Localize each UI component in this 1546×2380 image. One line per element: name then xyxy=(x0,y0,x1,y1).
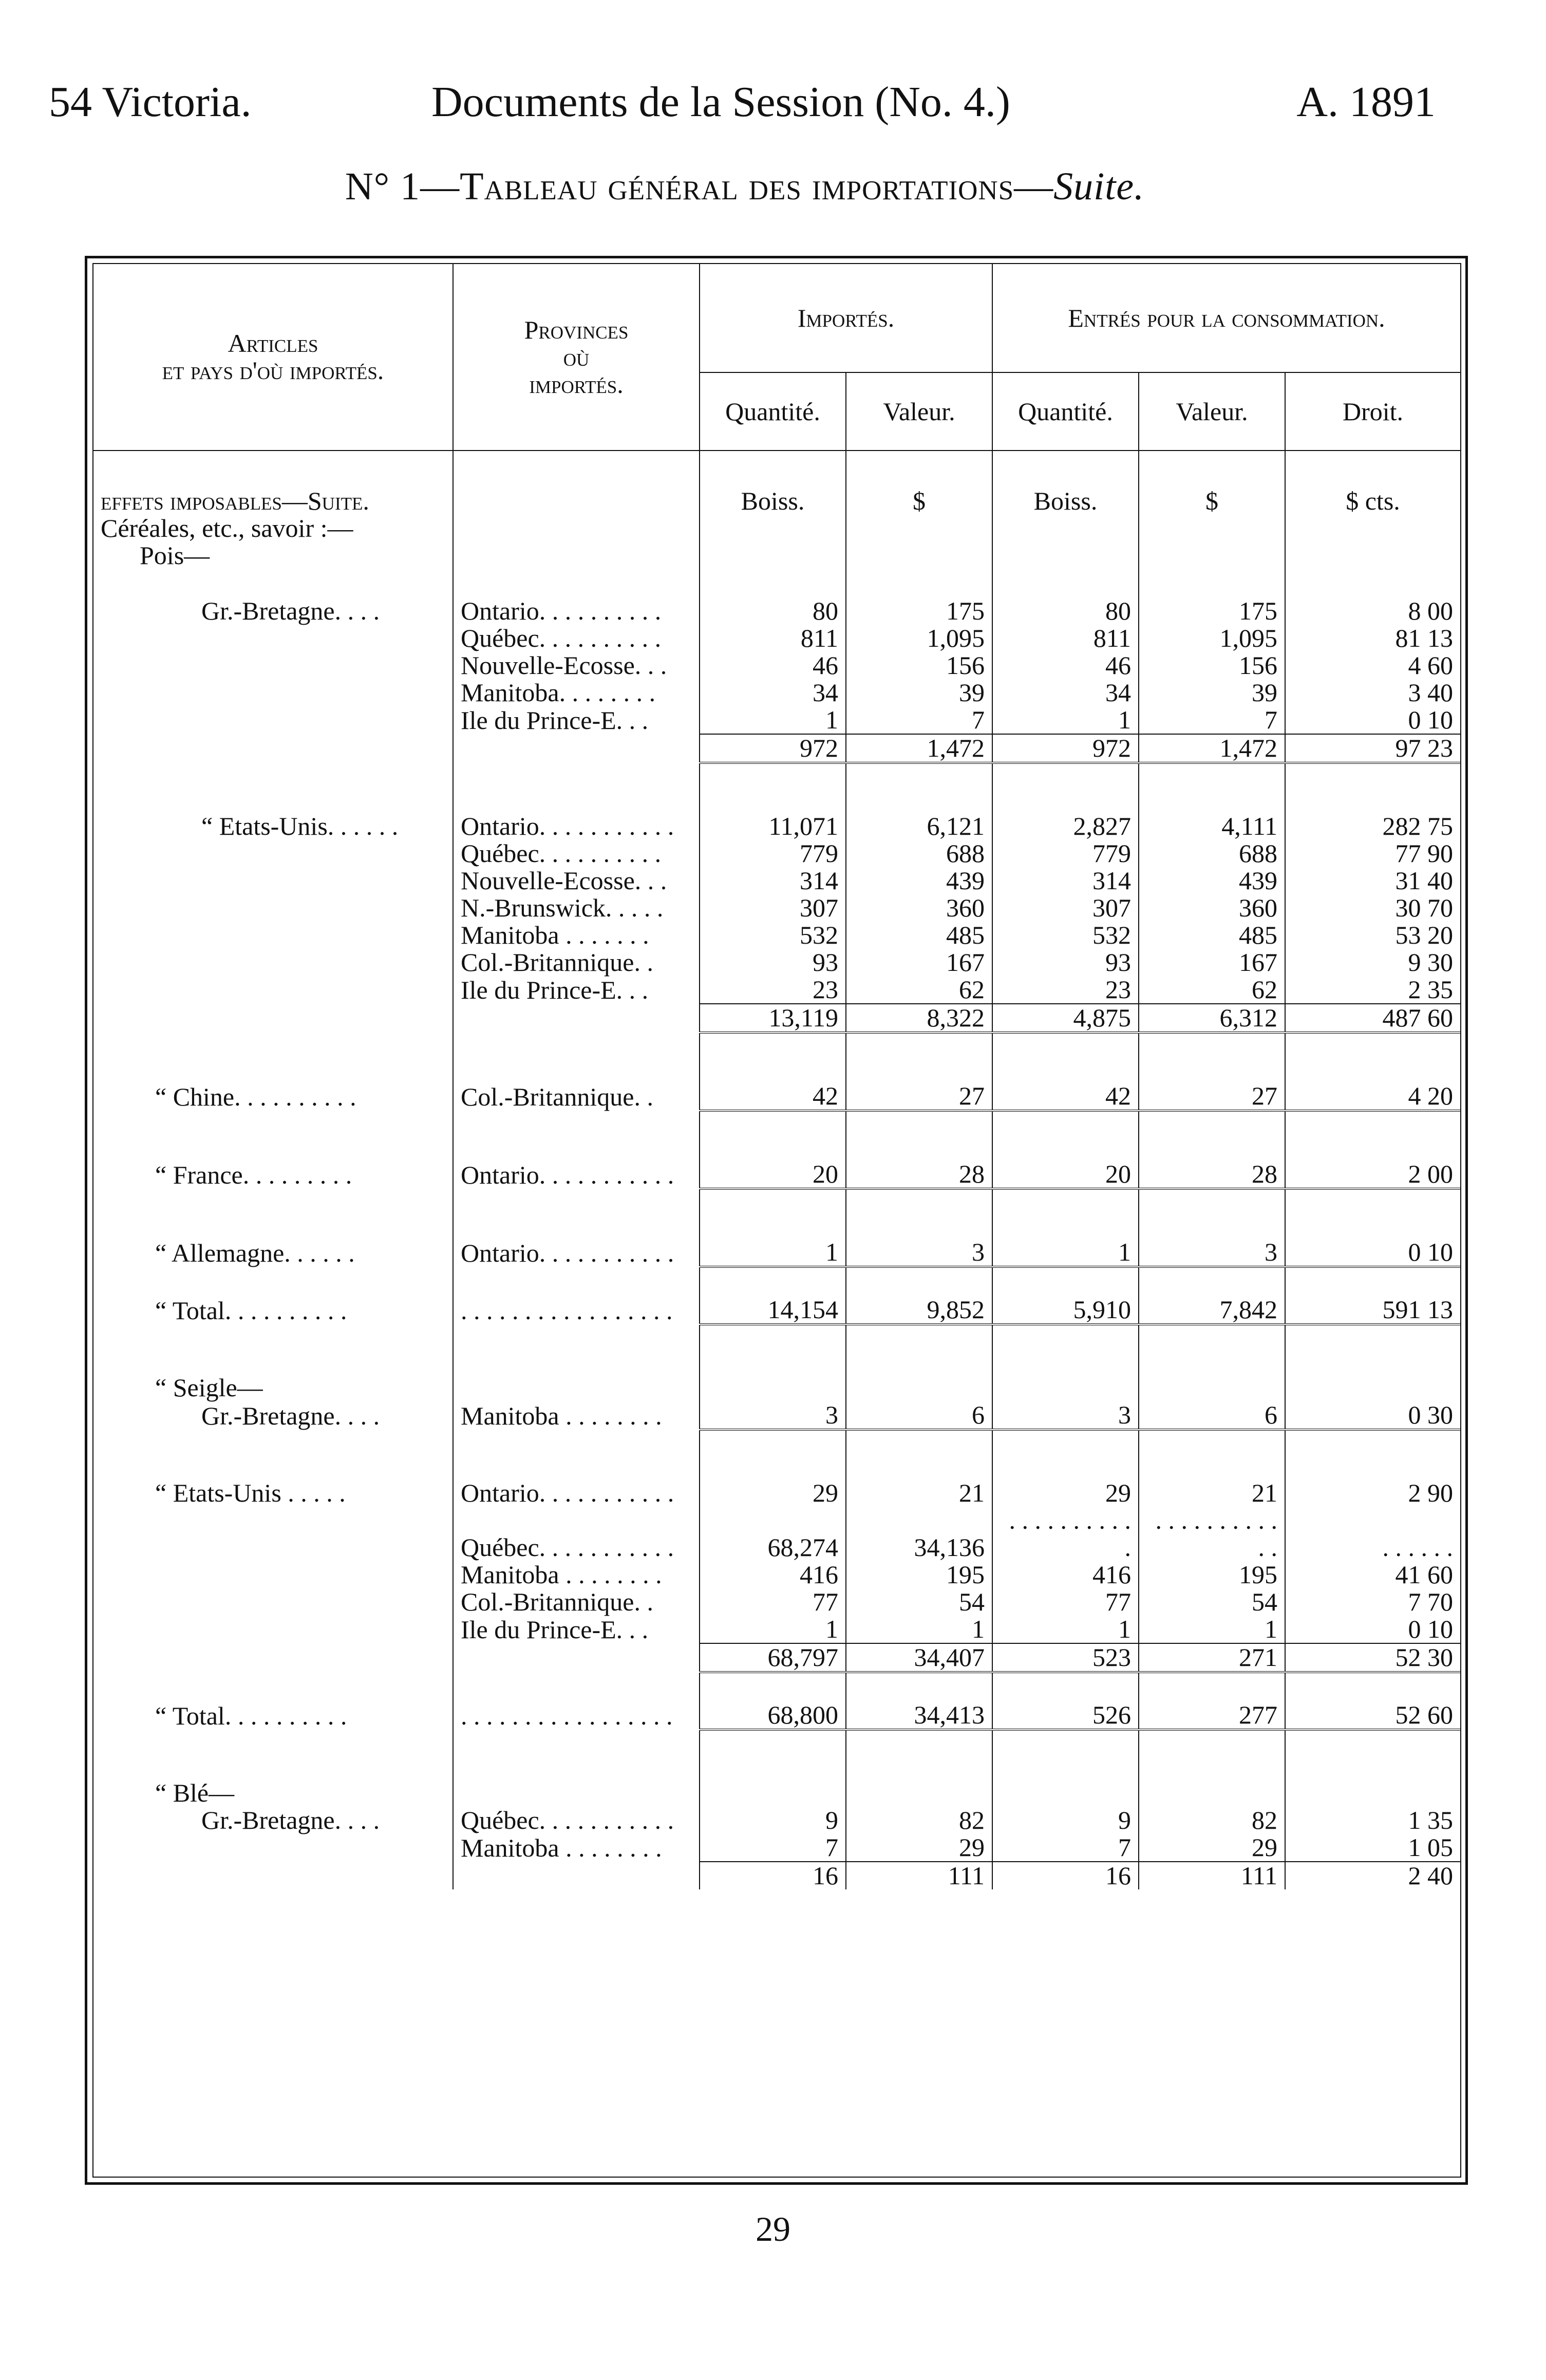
cell-q2: 1 xyxy=(992,1616,1139,1643)
cell-v1: 9,852 xyxy=(846,1296,992,1324)
cell-q2: 307 xyxy=(992,894,1139,922)
col-valeur2-header: Valeur. xyxy=(1139,372,1285,451)
cell-q1: 14,154 xyxy=(700,1296,846,1324)
cell-v1: 485 xyxy=(846,922,992,949)
section-label-text: effets imposables—Suite. xyxy=(101,486,369,515)
cell-v2: 175 xyxy=(1139,597,1285,625)
row-article: “ France. . . . . . . . . xyxy=(155,1160,352,1189)
row-article: “ Etats-Unis. . . . . . xyxy=(201,812,399,840)
table-row xyxy=(93,1401,1460,1430)
cell-v1: 167 xyxy=(846,949,992,976)
table-row xyxy=(93,1834,1460,1862)
table-row xyxy=(93,1561,1460,1588)
cell-d: 487 60 xyxy=(1285,1004,1460,1033)
col-articles-header xyxy=(93,264,453,451)
cell-v2: 6,312 xyxy=(1139,1004,1285,1033)
col-importes-header: Importés. xyxy=(700,264,992,372)
cell-v2: 167 xyxy=(1139,949,1285,976)
row-article: Gr.-Bretagne. . . . xyxy=(201,1806,380,1834)
col-droit-header: Droit. xyxy=(1285,372,1460,451)
cell-d: 81 13 xyxy=(1285,625,1460,652)
cell-v2: 39 xyxy=(1139,679,1285,706)
cell-d: 1 05 xyxy=(1285,1834,1460,1862)
import-table xyxy=(93,264,1460,1889)
cell-q2: 42 xyxy=(992,1082,1139,1111)
row-province: Manitoba . . . . . . . xyxy=(453,922,700,949)
cell-q1: 68,800 xyxy=(700,1701,846,1730)
cell-q2: 532 xyxy=(992,922,1139,949)
cell-q1: 532 xyxy=(700,922,846,949)
cell-v1: 34,413 xyxy=(846,1701,992,1730)
cell-v1: 27 xyxy=(846,1082,992,1111)
cell-d: 9 30 xyxy=(1285,949,1460,976)
table-title-main: N° 1—Tableau général des importations— xyxy=(345,165,1054,208)
col-articles-line1: Articles xyxy=(228,329,318,358)
row-province: Nouvelle-Ecosse. . . xyxy=(453,652,700,679)
cell-v2: 271 xyxy=(1139,1643,1285,1672)
cell-q2: 972 xyxy=(992,734,1139,763)
cell-q1: 20 xyxy=(700,1160,846,1189)
category-row xyxy=(93,1374,1460,1401)
row-province: Québec. . . . . . . . . . xyxy=(453,625,700,652)
cell-q1: 23 xyxy=(700,976,846,1004)
spacer-row xyxy=(93,1730,1460,1779)
cell-v1: 6,121 xyxy=(846,813,992,840)
cell-v2: 7,842 xyxy=(1139,1296,1285,1324)
cell-v1: 54 xyxy=(846,1588,992,1616)
row-province: Québec. . . . . . . . . . . xyxy=(453,1807,700,1834)
table-row xyxy=(93,949,1460,976)
table-row xyxy=(93,1588,1460,1616)
cell-v2: 27 xyxy=(1139,1082,1285,1111)
cell-q1: 972 xyxy=(700,734,846,763)
cell-d: 8 00 xyxy=(1285,597,1460,625)
cell-v2: 4,111 xyxy=(1139,813,1285,840)
cell-q2: 5,910 xyxy=(992,1296,1139,1324)
cell-q1: 29 xyxy=(700,1479,846,1507)
cell-q2: 34 xyxy=(992,679,1139,706)
cell-d: . . . . . . xyxy=(1285,1507,1460,1561)
cell-q2: 2,827 xyxy=(992,813,1139,840)
row-article: “ Chine. . . . . . . . . . xyxy=(155,1082,356,1111)
cell-q2: 80 xyxy=(992,597,1139,625)
cell-q1: 13,119 xyxy=(700,1004,846,1033)
cell-v2: 1,472 xyxy=(1139,734,1285,763)
table-row xyxy=(93,625,1460,652)
cell-v1: 1 xyxy=(846,1616,992,1643)
page-number: 29 xyxy=(756,2209,790,2248)
header-left: 54 Victoria. xyxy=(49,78,252,126)
cell-v1: 21 xyxy=(846,1479,992,1507)
cell-v1: 195 xyxy=(846,1561,992,1588)
row-province: Manitoba . . . . . . . . xyxy=(453,1834,700,1862)
cell-q2: 20 xyxy=(992,1160,1139,1189)
cell-d: 4 20 xyxy=(1285,1082,1460,1111)
cell-v1: 39 xyxy=(846,679,992,706)
cell-q1: 416 xyxy=(700,1561,846,1588)
col-provinces-header xyxy=(453,264,700,451)
cell-v1: 29 xyxy=(846,1834,992,1862)
cell-v1: 34,136 xyxy=(846,1507,992,1561)
cell-q1: 314 xyxy=(700,867,846,894)
cell-q1: 34 xyxy=(700,679,846,706)
row-article: “ Allemagne. . . . . . xyxy=(155,1239,355,1267)
row-province: Ontario. . . . . . . . . . xyxy=(453,597,700,625)
col-articles-line2: et pays d'où importés. xyxy=(162,356,384,385)
col-quantite-header: Quantité. xyxy=(700,372,846,451)
unit-v2: $ xyxy=(1139,451,1285,515)
cell-d: 53 20 xyxy=(1285,922,1460,949)
cell-q2: 1 xyxy=(992,706,1139,734)
subtotal-row xyxy=(93,1862,1460,1889)
cell-q1: 811 xyxy=(700,625,846,652)
cell-d: 2 90 xyxy=(1285,1479,1460,1507)
spacer-row xyxy=(93,1324,1460,1374)
table-row xyxy=(93,867,1460,894)
cell-q1: 9 xyxy=(700,1807,846,1834)
cell-q2: 416 xyxy=(992,1561,1139,1588)
row-province: Ontario. . . . . . . . . . . xyxy=(453,1239,700,1267)
table-row xyxy=(93,1239,1460,1267)
cell-v1: 175 xyxy=(846,597,992,625)
category-row xyxy=(93,1779,1460,1807)
table-row xyxy=(93,1160,1460,1189)
col-provinces-line3: importés. xyxy=(529,369,624,399)
cell-v2: 21 xyxy=(1139,1479,1285,1507)
table-row xyxy=(93,813,1460,840)
subtotal-row xyxy=(93,734,1460,763)
row-province: N.-Brunswick. . . . . xyxy=(453,894,700,922)
table-row xyxy=(93,1082,1460,1111)
cell-d: 31 40 xyxy=(1285,867,1460,894)
cell-v2: 3 xyxy=(1139,1239,1285,1267)
cell-v2: . . . . . . . . . . . . xyxy=(1139,1507,1285,1561)
spacer-row xyxy=(93,1189,1460,1239)
cell-q1: 46 xyxy=(700,652,846,679)
cell-q1: 1 xyxy=(700,1239,846,1267)
row-province: . . . . . . . . . . . . . . . . . xyxy=(453,1701,700,1730)
col-valeur-header: Valeur. xyxy=(846,372,992,451)
unit-q2: Boiss. xyxy=(992,451,1139,515)
cell-v1: 688 xyxy=(846,840,992,867)
row-province: Ile du Prince-E. . . xyxy=(453,976,700,1004)
cell-q2: 811 xyxy=(992,625,1139,652)
cell-v2: 688 xyxy=(1139,840,1285,867)
cell-v2: 54 xyxy=(1139,1588,1285,1616)
spacer-row xyxy=(93,569,1460,597)
total-row xyxy=(93,1296,1460,1324)
cell-d: 2 00 xyxy=(1285,1160,1460,1189)
cell-q2: 314 xyxy=(992,867,1139,894)
row-province: Col.-Britannique. . xyxy=(453,949,700,976)
table-title xyxy=(0,164,1490,209)
cell-q2: 23 xyxy=(992,976,1139,1004)
section-label xyxy=(93,451,453,515)
row-province: Manitoba . . . . . . . . xyxy=(453,1401,700,1430)
cell-v1: 62 xyxy=(846,976,992,1004)
table-row xyxy=(93,1507,1460,1561)
table-row xyxy=(93,894,1460,922)
cell-v2: 29 xyxy=(1139,1834,1285,1862)
spacer-row xyxy=(93,1267,1460,1296)
intro-label: Céréales, etc., savoir :— xyxy=(101,514,353,542)
cell-d: 0 10 xyxy=(1285,706,1460,734)
row-article: “ Etats-Unis . . . . . xyxy=(155,1478,346,1507)
cell-v1: 1,095 xyxy=(846,625,992,652)
table-row xyxy=(93,1807,1460,1834)
cell-d: 30 70 xyxy=(1285,894,1460,922)
unit-v1: $ xyxy=(846,451,992,515)
row-province: Québec. . . . . . . . . . xyxy=(453,840,700,867)
row-province: Col.-Britannique. . xyxy=(453,1082,700,1111)
cell-d: 282 75 xyxy=(1285,813,1460,840)
cell-v2: 6 xyxy=(1139,1401,1285,1430)
cell-q1: 1 xyxy=(700,706,846,734)
col-entres-header: Entrés pour la consommation. xyxy=(992,264,1460,372)
cell-q2: 93 xyxy=(992,949,1139,976)
cell-q1: 93 xyxy=(700,949,846,976)
row-province: Col.-Britannique. . xyxy=(453,1588,700,1616)
cell-q2: 779 xyxy=(992,840,1139,867)
cell-v1: 82 xyxy=(846,1807,992,1834)
cell-d: 52 60 xyxy=(1285,1701,1460,1730)
cell-v1: 360 xyxy=(846,894,992,922)
cell-v1: 439 xyxy=(846,867,992,894)
row-article: “ Total. . . . . . . . . . xyxy=(155,1296,347,1325)
cell-v2: 62 xyxy=(1139,976,1285,1004)
cell-q1: 42 xyxy=(700,1082,846,1111)
table-row xyxy=(93,679,1460,706)
row-article: “ Blé— xyxy=(155,1778,235,1807)
row-article: “ Total. . . . . . . . . . xyxy=(155,1701,347,1730)
row-article: “ Seigle— xyxy=(155,1373,263,1402)
cell-d: 0 10 xyxy=(1285,1239,1460,1267)
row-province: Ontario. . . . . . . . . . . xyxy=(453,813,700,840)
cell-v2: 1,095 xyxy=(1139,625,1285,652)
cell-q2: 7 xyxy=(992,1834,1139,1862)
col-provinces-line2: où xyxy=(563,342,590,371)
cell-d: 0 10 xyxy=(1285,1616,1460,1643)
cell-v1: 7 xyxy=(846,706,992,734)
row-province: Ontario. . . . . . . . . . . xyxy=(453,1160,700,1189)
row-article: Gr.-Bretagne. . . . xyxy=(201,1401,380,1430)
cell-q1: 307 xyxy=(700,894,846,922)
cell-v2: 439 xyxy=(1139,867,1285,894)
cell-q1: 68,797 xyxy=(700,1643,846,1672)
cell-v2: 28 xyxy=(1139,1160,1285,1189)
cell-q2: 16 xyxy=(992,1862,1139,1889)
cell-v2: 195 xyxy=(1139,1561,1285,1588)
cell-q1: 16 xyxy=(700,1862,846,1889)
spacer-row xyxy=(93,1672,1460,1701)
row-province: Manitoba. . . . . . . . xyxy=(453,679,700,706)
row-province: Ile du Prince-E. . . xyxy=(453,706,700,734)
cell-d: 591 13 xyxy=(1285,1296,1460,1324)
table-row xyxy=(93,1616,1460,1643)
cell-q1: 3 xyxy=(700,1401,846,1430)
cell-q2: 77 xyxy=(992,1588,1139,1616)
subtotal-row xyxy=(93,1643,1460,1672)
cell-v2: 1 xyxy=(1139,1616,1285,1643)
cell-d: 52 30 xyxy=(1285,1643,1460,1672)
col-quantite2-header: Quantité. xyxy=(992,372,1139,451)
cell-v1: 111 xyxy=(846,1862,992,1889)
cell-q2: 3 xyxy=(992,1401,1139,1430)
unit-d: $ cts. xyxy=(1285,451,1460,515)
cell-q1: 68,274 xyxy=(700,1507,846,1561)
table-row xyxy=(93,597,1460,625)
col-provinces-line1: Provinces xyxy=(524,315,629,344)
table-row xyxy=(93,706,1460,734)
row-province: Ontario. . . . . . . . . . . xyxy=(453,1479,700,1507)
subtotal-row xyxy=(93,1004,1460,1033)
cell-d: 1 35 xyxy=(1285,1807,1460,1834)
cell-v2: 7 xyxy=(1139,706,1285,734)
cell-v2: 277 xyxy=(1139,1701,1285,1730)
cell-q2: 523 xyxy=(992,1643,1139,1672)
cell-d: 77 90 xyxy=(1285,840,1460,867)
table-row xyxy=(93,976,1460,1004)
row-province: Québec. . . . . . . . . . . xyxy=(453,1507,700,1561)
cell-q2: 46 xyxy=(992,652,1139,679)
cell-d: 7 70 xyxy=(1285,1588,1460,1616)
cell-d: 3 40 xyxy=(1285,679,1460,706)
cell-q1: 7 xyxy=(700,1834,846,1862)
cell-v2: 82 xyxy=(1139,1807,1285,1834)
header-center: Documents de la Session (No. 4.) xyxy=(431,78,1010,126)
cell-q2: 9 xyxy=(992,1807,1139,1834)
cell-d: 2 35 xyxy=(1285,976,1460,1004)
cell-d: 97 23 xyxy=(1285,734,1460,763)
row-province: Manitoba . . . . . . . . xyxy=(453,1561,700,1588)
row-article: Gr.-Bretagne. . . . xyxy=(201,596,380,625)
cell-v1: 34,407 xyxy=(846,1643,992,1672)
cell-v1: 3 xyxy=(846,1239,992,1267)
spacer-row xyxy=(93,763,1460,813)
cell-v2: 111 xyxy=(1139,1862,1285,1889)
header-right: A. 1891 xyxy=(1296,78,1436,126)
cell-v1: 8,322 xyxy=(846,1004,992,1033)
row-province: . . . . . . . . . . . . . . . . . xyxy=(453,1296,700,1324)
cell-v2: 360 xyxy=(1139,894,1285,922)
cell-q1: 779 xyxy=(700,840,846,867)
cell-q1: 1 xyxy=(700,1616,846,1643)
table-row xyxy=(93,652,1460,679)
cell-q2: 526 xyxy=(992,1701,1139,1730)
cell-v1: 6 xyxy=(846,1401,992,1430)
spacer-row xyxy=(93,1111,1460,1160)
cell-q2: 4,875 xyxy=(992,1004,1139,1033)
row-province: Ile du Prince-E. . . xyxy=(453,1616,700,1643)
pois-label: Pois— xyxy=(140,541,210,570)
table-row xyxy=(93,1479,1460,1507)
table-row xyxy=(93,840,1460,867)
unit-q1: Boiss. xyxy=(700,451,846,515)
cell-q1: 80 xyxy=(700,597,846,625)
cell-d: 2 40 xyxy=(1285,1862,1460,1889)
spacer-row xyxy=(93,1033,1460,1082)
cell-d: 4 60 xyxy=(1285,652,1460,679)
cell-q2: . . . . . . . . . . . xyxy=(992,1507,1139,1561)
table-row xyxy=(93,922,1460,949)
cell-q2: 29 xyxy=(992,1479,1139,1507)
spacer-row xyxy=(93,1430,1460,1479)
row-province: Nouvelle-Ecosse. . . xyxy=(453,867,700,894)
cell-v1: 1,472 xyxy=(846,734,992,763)
cell-v1: 156 xyxy=(846,652,992,679)
cell-q1: 77 xyxy=(700,1588,846,1616)
cell-d: 41 60 xyxy=(1285,1561,1460,1588)
cell-v1: 28 xyxy=(846,1160,992,1189)
cell-v2: 156 xyxy=(1139,652,1285,679)
cell-q2: 1 xyxy=(992,1239,1139,1267)
table-title-suite: Suite. xyxy=(1053,165,1145,208)
cell-v2: 485 xyxy=(1139,922,1285,949)
cell-d: 0 30 xyxy=(1285,1401,1460,1430)
total-row xyxy=(93,1701,1460,1730)
cell-q1: 11,071 xyxy=(700,813,846,840)
